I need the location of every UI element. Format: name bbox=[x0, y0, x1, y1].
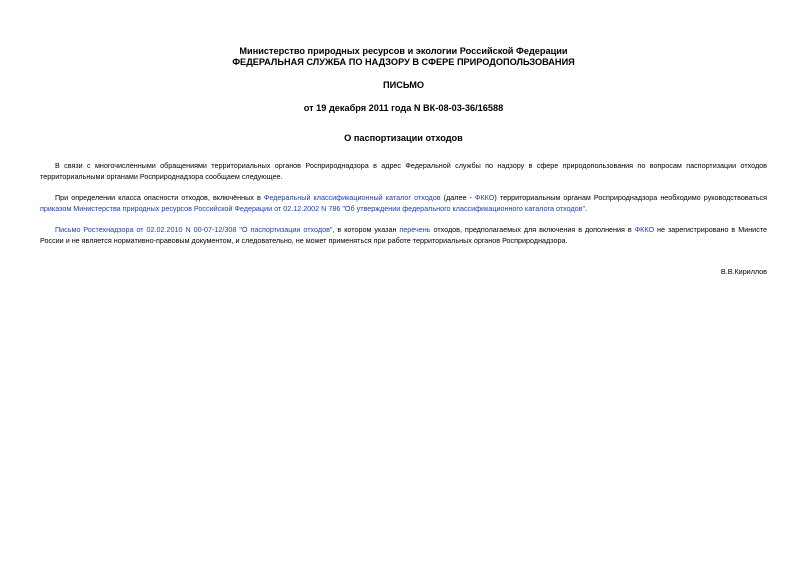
signature: В.В.Кириллов bbox=[720, 267, 767, 276]
document-type: ПИСЬМО bbox=[382, 80, 425, 90]
order-786-link[interactable]: приказом Министерства природных ресурсов Российской Федерации от 02.12.2002 N 786 "Об утверждении федерального классификационного каталога отходов" bbox=[40, 204, 586, 213]
paragraph-3-text-2: отходов, предполагаемых для включения в дополнения в bbox=[430, 225, 635, 234]
paragraph-2 bbox=[40, 192, 767, 214]
rostechnadzor-letter-link[interactable]: Письмо Ростехнадзора от 02.02.2010 N 00-07-12/308 "О паспортизации отходов" bbox=[55, 225, 333, 234]
document-date-number: от 19 декабря 2011 года N ВК-08-03-36/16588 bbox=[303, 103, 504, 113]
paragraph-3 bbox=[40, 224, 767, 246]
paragraph-2-text-3: ) территориальным органам Росприроднадзора необходимо руководствоваться bbox=[494, 193, 767, 202]
fkko-link-2[interactable]: ФККО bbox=[634, 225, 655, 234]
paragraph-1: В связи с многочисленными обращениями территориальных органов Росприроднадзора в адрес Федеральной службы по надзору в сфере природопользования по вопросам паспортизации отходов территориальными органами Росприроднадзора сообщаем следующее. bbox=[40, 161, 767, 181]
document-subject: О паспортизации отходов bbox=[344, 133, 463, 143]
fkko-abbr-link[interactable]: ФККО bbox=[475, 193, 495, 202]
service-title: ФЕДЕРАЛЬНАЯ СЛУЖБА ПО НАДЗОРУ В СФЕРЕ ПРИРОДОПОЛЬЗОВАНИЯ bbox=[232, 57, 575, 67]
paragraph-3-text-1: , в котором указан bbox=[332, 225, 400, 234]
paragraph-2-text-1: При определении класса опасности отходов, включённых в bbox=[55, 193, 264, 202]
paragraph-2-text-4: . bbox=[585, 204, 588, 213]
paragraph-3-text-3: не зарегистрировано в Министе России и не является нормативно-правовым документом, и следовательно, не может применяться при работе территориальных органов Росприроднадзора. bbox=[40, 225, 767, 245]
ministry-title: Министерство природных ресурсов и экологии Российской Федерации bbox=[239, 46, 568, 56]
paragraph-2-text-2: (далее - bbox=[440, 193, 476, 202]
list-link[interactable]: перечень bbox=[399, 225, 431, 234]
fkko-catalog-link[interactable]: Федеральный классификационный каталог отходов bbox=[263, 193, 441, 202]
